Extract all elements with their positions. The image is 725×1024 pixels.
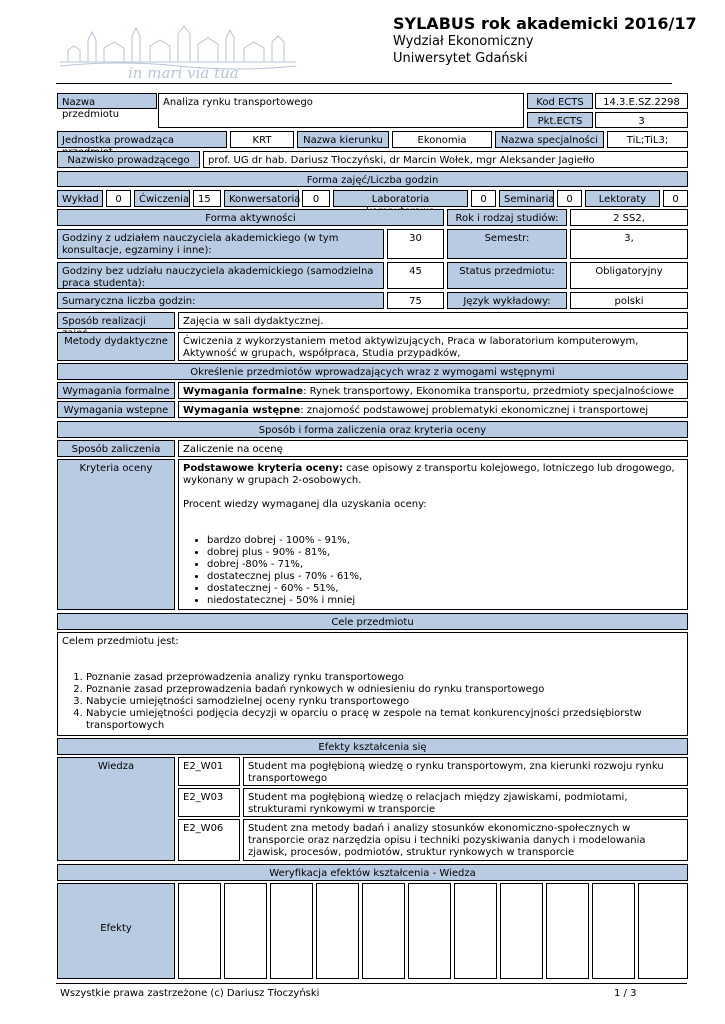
course-name-label: Nazwa przedmiotu	[57, 93, 157, 109]
grades-list	[183, 535, 683, 607]
goal-item: 4. Nabycie umiejętności podjęcia decyzji w oparciu o pracę w zespole na temat konkurencyjności przedsiębiorstw transportowych	[86, 708, 683, 732]
effects-label: Efekty	[57, 883, 175, 979]
grade-item: • dobrej plus - 90% - 81%,	[207, 547, 683, 559]
unit-value: KRT	[230, 131, 294, 148]
study-year-value: 2 SS2,	[570, 209, 688, 226]
course-name-value: Analiza rynku transportowego	[158, 93, 524, 128]
prerequisites-heading: Określenie przedmiotów wprowadzających wraz z wymogami wstępnymi	[57, 363, 688, 380]
verification-cell	[270, 883, 313, 979]
unit-label: Jednostka prowadząca	[57, 131, 227, 148]
activity-heading: Forma aktywności	[57, 209, 444, 226]
lecture-hours: 0	[106, 190, 131, 207]
verification-cell	[546, 883, 589, 979]
study-year-label: Rok i rodzaj studiów:	[447, 209, 567, 226]
criteria-label: Kryteria oceny	[57, 459, 175, 610]
realization-value: Zajęcia w sali dydaktycznej.	[178, 312, 688, 329]
conversatory-label: Konwersatoria	[224, 190, 299, 207]
logo-motto: in mari via tua	[128, 64, 239, 82]
goals-content	[57, 632, 688, 736]
outcome-code: E2_W03	[178, 788, 240, 817]
semester-label: Semestr:	[447, 229, 567, 259]
verification-heading: Weryfikacja efektów kształcenia - Wiedza	[57, 864, 688, 881]
realization-label: Sposób realizacji	[57, 312, 175, 329]
grade-item: • dostatecznej - 60% - 51%,	[207, 583, 683, 595]
course-status-label: Status przedmiotu:	[447, 262, 567, 289]
verification-cell	[500, 883, 543, 979]
verification-cell	[454, 883, 497, 979]
verification-cell	[316, 883, 359, 979]
faculty-name: Wydział Ekonomiczny	[393, 34, 534, 49]
exercises-hours: 15	[193, 190, 221, 207]
lecture-label: Wykład	[57, 190, 103, 207]
total-hours-value: 75	[387, 292, 444, 309]
goal-item: 3. Nabycie umiejętności samodzielnej oceny rynku transportowego	[86, 696, 683, 708]
self-study-hours-label: Godziny bez udziału nauczyciela akademickiego (samodzielna praca studenta):	[57, 262, 384, 289]
ects-points-value: 3	[595, 112, 688, 128]
specialization-label: Nazwa specjalności	[495, 131, 604, 148]
initial-requirements-value: Wymagania wstępne: znajomość podstawowej problematyki ekonomicznej i transportowej	[178, 401, 688, 418]
class-forms-heading: Forma zajęć/Liczba godzin	[57, 171, 688, 187]
syllabus-title: SYLABUS rok akademicki 2016/17	[393, 14, 697, 33]
conversatory-hours: 0	[302, 190, 330, 207]
verification-cell	[362, 883, 405, 979]
ects-points-label: Pkt.ECTS	[527, 112, 593, 128]
goals-heading: Cele przedmiotu	[57, 613, 688, 630]
lectorate-hours: 0	[663, 190, 688, 207]
ects-code-value: 14.3.E.SZ.2298	[595, 93, 688, 109]
page-number: 1 / 3	[614, 988, 637, 999]
specialization-value: TiL;TiL3;	[607, 131, 688, 148]
knowledge-label: Wiedza	[57, 757, 175, 861]
computer-lab-label: Laboratoria	[333, 190, 468, 207]
initial-requirements-label: Wymagania wstepne	[57, 401, 175, 418]
grade-item: • niedostatecznej - 50% i mniej	[207, 595, 683, 607]
outcome-text: Student ma pogłębioną wiedzę o rynku transportowym, zna kierunki rozwoju rynku transportowego	[243, 757, 688, 786]
field-label: Nazwa kierunku	[297, 131, 389, 148]
verification-cell	[178, 883, 221, 979]
goals-list	[62, 672, 683, 732]
outcome-text: Student zna metody badań i analizy stosunków ekonomiczno-społecznych w transporcie oraz narzędzia opisu i techniki pozyskiwania danych i modelowania zjawisk, procesów, podmiotów, struktur rynkowych w transporcie	[243, 819, 688, 861]
percent-intro: Procent wiedzy wymaganej dla uzyskania oceny:	[183, 499, 427, 510]
lectorate-label: Lektoraty	[585, 190, 660, 207]
goals-intro: Celem przedmiotu jest:	[62, 636, 179, 647]
lecturer-value: prof. UG dr hab. Dariusz Tłoczyński, dr Marcin Wołek, mgr Aleksander Jagiełło	[203, 151, 688, 168]
outcome-code: E2_W01	[178, 757, 240, 786]
grade-item: • bardzo dobrej - 100% - 91%,	[207, 535, 683, 547]
language-value: polski	[570, 292, 688, 309]
total-hours-label: Sumaryczna liczba godzin:	[57, 292, 384, 309]
assessment-method-label: Sposób zaliczenia	[57, 440, 175, 457]
course-status-value: Obligatoryjny	[570, 262, 688, 289]
didactic-methods-value: Ćwiczenia z wykorzystaniem metod aktywizujących, Praca w laboratorium komputerowym, Aktywność w grupach, współpraca, Studia przypadków,	[178, 332, 688, 361]
footer-copyright: Wszystkie prawa zastrzeżone (c) Dariusz Tłoczyński	[60, 988, 320, 999]
outcome-text: Student ma pogłębioną wiedzę o relacjach między zjawiskami, podmiotami, strukturami rynkowymi w transporcie	[243, 788, 688, 817]
goal-item: 2. Poznanie zasad przeprowadzenia badań rynkowych w odniesieniu do rynku transportowego	[86, 684, 683, 696]
formal-requirements-label: Wymagania formalne	[57, 382, 175, 399]
verification-cell	[638, 883, 688, 979]
semester-value: 3,	[570, 229, 688, 259]
grade-item: • dostatecznej plus - 70% - 61%,	[207, 571, 683, 583]
university-name: Uniwersytet Gdański	[393, 51, 528, 66]
outcomes-heading: Efekty kształcenia się	[57, 738, 688, 755]
outcome-code: E2_W06	[178, 819, 240, 861]
seminar-hours: 0	[557, 190, 582, 207]
assessment-heading: Sposób i forma zaliczenia oraz kryteria oceny	[57, 421, 688, 438]
footer-divider	[56, 983, 687, 984]
verification-cell	[224, 883, 267, 979]
field-value: Ekonomia	[392, 131, 492, 148]
criteria-value	[178, 459, 688, 610]
didactic-methods-label: Metody dydaktyczne	[57, 332, 175, 361]
lecturer-label: Nazwisko prowadzącego	[57, 151, 200, 168]
goal-item: 1. Poznanie zasad przeprowadzenia analizy rynku transportowego	[86, 672, 683, 684]
ects-code-label: Kod ECTS	[527, 93, 593, 109]
exercises-label: Ćwiczenia	[134, 190, 190, 207]
assessment-method-value: Zaliczenie na ocenę	[178, 440, 688, 457]
contact-hours-value: 30	[387, 229, 444, 259]
language-label: Język wykładowy:	[447, 292, 567, 309]
university-logo	[58, 26, 298, 82]
formal-requirements-value: Wymagania formalne: Rynek transportowy, Ekonomika transportu, przedmioty specjalnościowe	[178, 382, 688, 399]
contact-hours-label: Godziny z udziałem nauczyciela akademickiego (w tym konsultacje, egzaminy i inne):	[57, 229, 384, 259]
grade-item: • dobrej -80% - 71%,	[207, 559, 683, 571]
criteria-description: Podstawowe kryteria oceny: case opisowy z transportu kolejowego, lotniczego lub drogowego, wykonany w grupach 2-osobowych.	[183, 463, 675, 486]
header-divider	[56, 83, 672, 84]
computer-lab-hours: 0	[471, 190, 496, 207]
verification-cell	[408, 883, 451, 979]
seminar-label: Seminaria	[499, 190, 554, 207]
verification-cell	[592, 883, 635, 979]
self-study-hours-value: 45	[387, 262, 444, 289]
